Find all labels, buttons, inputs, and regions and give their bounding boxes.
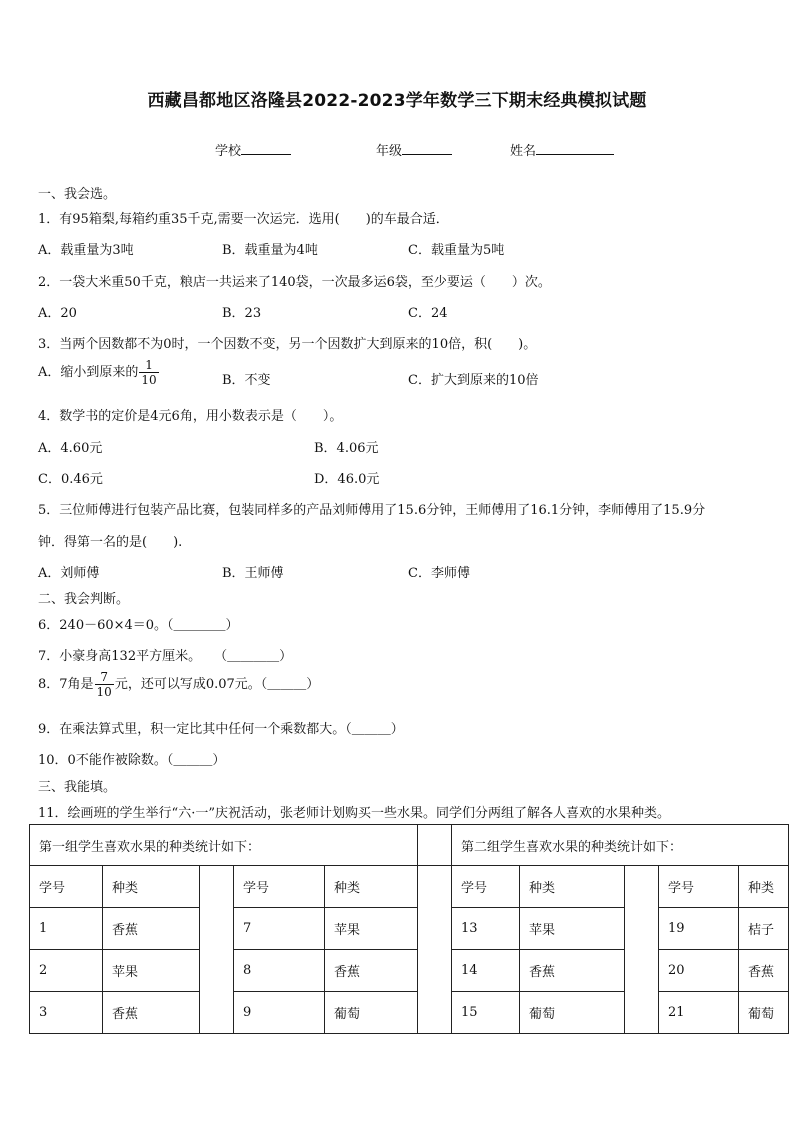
name-field xyxy=(510,140,614,159)
col-header-id: 学号 xyxy=(30,866,103,908)
fraction xyxy=(95,670,114,699)
q4-option-c[interactable]: C．0.46元 xyxy=(38,472,103,487)
fraction-numerator: 7 xyxy=(95,670,114,685)
table-cell: 葡萄 xyxy=(520,992,625,1034)
q8-prefix: 8．7角是 xyxy=(38,677,94,692)
q4-option-b[interactable]: B．4.06元 xyxy=(314,441,379,456)
table-cell: 15 xyxy=(452,992,520,1034)
fraction xyxy=(139,358,158,387)
q5-option-a[interactable]: A．刘师傅 xyxy=(38,566,100,581)
group1-caption: 第一组学生喜欢水果的种类统计如下： xyxy=(30,825,418,866)
grade-label: 年级 xyxy=(376,144,403,159)
table-cell: 9 xyxy=(234,992,325,1034)
q2-option-c[interactable]: C．24 xyxy=(408,306,448,321)
fraction-denominator: 10 xyxy=(96,685,112,699)
section-heading-2: 二、我会判断。 xyxy=(38,592,130,607)
page-title: 西藏昌都地区洛隆县2022-2023学年数学三下期末经典模拟试题 xyxy=(147,91,647,111)
q3-option-b[interactable]: B．不变 xyxy=(222,373,271,388)
table-cell: 香蕉 xyxy=(739,950,789,992)
table-cell: 苹果 xyxy=(103,950,200,992)
section-heading-1: 一、我会选。 xyxy=(38,187,117,202)
school-field xyxy=(215,140,291,159)
table-cell: 苹果 xyxy=(520,908,625,950)
group2-caption: 第二组学生喜欢水果的种类统计如下： xyxy=(452,825,789,866)
question-2: 2．一袋大米重50千克，粮店一共运来了140袋，一次最多运6袋，至少要运（ ）次。 xyxy=(38,275,551,290)
col-header-kind: 种类 xyxy=(103,866,200,908)
col-header-kind: 种类 xyxy=(739,866,789,908)
table-row xyxy=(30,950,789,992)
table-row xyxy=(30,992,789,1034)
school-blank[interactable] xyxy=(241,142,291,155)
q4-option-a[interactable]: A．4.60元 xyxy=(38,441,103,456)
question-5-line-1: 5．三位师傅进行包装产品比赛，包装同样多的产品刘师傅用了15.6分钟，王师傅用了16.1分钟，李师傅用了15.9分 xyxy=(38,503,706,518)
q2-option-b[interactable]: B．23 xyxy=(222,306,262,321)
name-label: 姓名 xyxy=(510,144,537,159)
gap-cell xyxy=(625,866,659,1034)
table-cell: 葡萄 xyxy=(325,992,418,1034)
table-caption-row xyxy=(30,825,789,866)
question-3: 3．当两个因数都不为0时，一个因数不变，另一个因数扩大到原来的10倍，积( )。 xyxy=(38,337,537,352)
section-heading-3: 三、我能填。 xyxy=(38,780,117,795)
fraction-denominator: 10 xyxy=(141,373,157,387)
question-6: 6．240－60×4＝0。（＿＿＿＿） xyxy=(38,618,239,633)
school-label: 学校 xyxy=(215,144,242,159)
fraction-numerator: 1 xyxy=(139,358,158,373)
col-header-id: 学号 xyxy=(452,866,520,908)
q1-option-c[interactable]: C．载重量为5吨 xyxy=(408,243,505,258)
table-cell: 香蕉 xyxy=(103,992,200,1034)
col-header-kind: 种类 xyxy=(520,866,625,908)
table-cell: 苹果 xyxy=(325,908,418,950)
question-10: 10．0不能作被除数。（＿＿＿） xyxy=(38,753,226,768)
gap-cell xyxy=(418,866,452,1034)
col-header-id: 学号 xyxy=(234,866,325,908)
question-7: 7．小豪身高132平方厘米。 （＿＿＿＿） xyxy=(38,649,293,664)
question-8 xyxy=(38,670,319,699)
q3-option-c[interactable]: C．扩大到原来的10倍 xyxy=(408,373,539,388)
q3-option-a[interactable] xyxy=(38,358,160,387)
table-header-row xyxy=(30,866,789,908)
q1-option-a[interactable]: A．载重量为3吨 xyxy=(38,243,134,258)
q2-option-a[interactable]: A．20 xyxy=(38,306,77,321)
table-cell: 葡萄 xyxy=(739,992,789,1034)
table-cell: 8 xyxy=(234,950,325,992)
q1-option-b[interactable]: B．载重量为4吨 xyxy=(222,243,318,258)
gap-cell xyxy=(418,825,452,866)
grade-field xyxy=(376,140,452,159)
table-cell: 19 xyxy=(659,908,739,950)
table-cell: 20 xyxy=(659,950,739,992)
col-header-kind: 种类 xyxy=(325,866,418,908)
table-cell: 香蕉 xyxy=(325,950,418,992)
table-cell: 21 xyxy=(659,992,739,1034)
q8-suffix: 元，还可以写成0.07元。（＿＿＿） xyxy=(114,677,320,692)
table-cell: 3 xyxy=(30,992,103,1034)
fruit-table xyxy=(29,824,789,1034)
question-5-line-2: 钟．得第一名的是( ). xyxy=(38,535,183,550)
table-cell: 2 xyxy=(30,950,103,992)
q3-option-a-text: A．缩小到原来的 xyxy=(38,365,139,380)
grade-blank[interactable] xyxy=(402,142,452,155)
table-cell: 1 xyxy=(30,908,103,950)
table-cell: 7 xyxy=(234,908,325,950)
table-cell: 13 xyxy=(452,908,520,950)
q4-option-d[interactable]: D．46.0元 xyxy=(314,472,380,487)
question-9: 9．在乘法算式里，积一定比其中任何一个乘数都大。（＿＿＿） xyxy=(38,722,404,737)
table-row xyxy=(30,908,789,950)
table-cell: 香蕉 xyxy=(103,908,200,950)
question-4: 4．数学书的定价是4元6角，用小数表示是（ ）。 xyxy=(38,409,343,424)
q5-option-c[interactable]: C．李师傅 xyxy=(408,566,470,581)
table-cell: 桔子 xyxy=(739,908,789,950)
gap-cell xyxy=(200,866,234,1034)
col-header-id: 学号 xyxy=(659,866,739,908)
question-1: 1．有95箱梨,每箱约重35千克,需要一次运完．选用( )的车最合适． xyxy=(38,212,449,227)
question-11: 11．绘画班的学生举行“六·一”庆祝活动，张老师计划购买一些水果。同学们分两组了解各人喜欢的水果种类。 xyxy=(38,806,670,821)
name-blank[interactable] xyxy=(536,142,614,155)
table-cell: 14 xyxy=(452,950,520,992)
q5-option-b[interactable]: B．王师傅 xyxy=(222,566,284,581)
table-cell: 香蕉 xyxy=(520,950,625,992)
